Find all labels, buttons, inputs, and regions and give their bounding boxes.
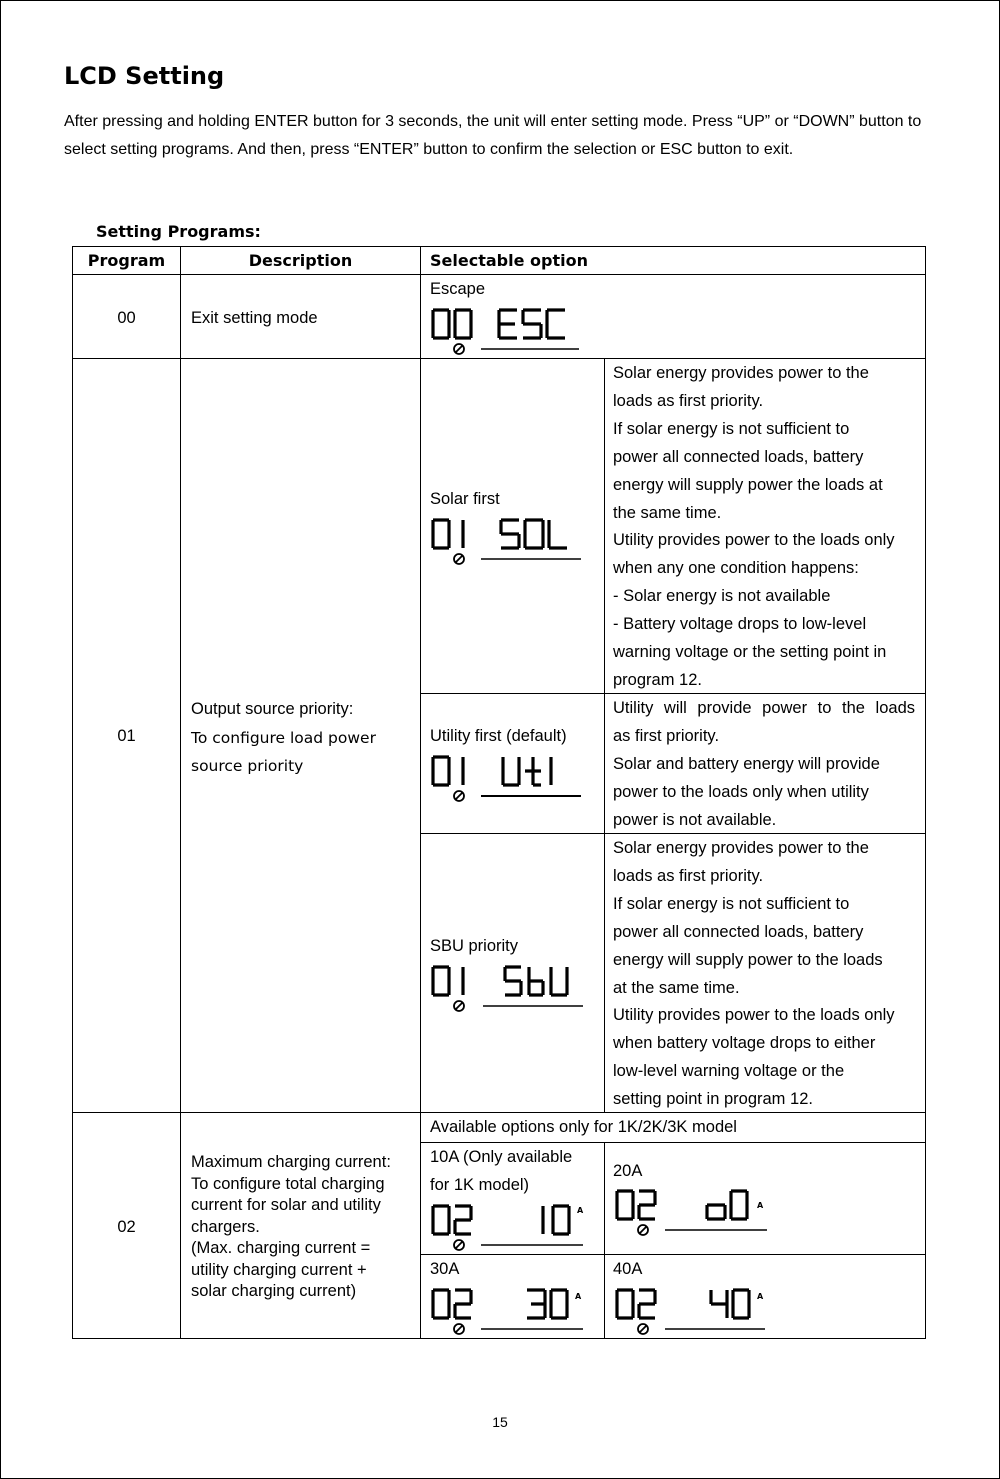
explanation-line: energy will supply power the loads at — [613, 475, 883, 494]
explanation-line: power is not available. — [613, 810, 777, 829]
explanation-line: - Solar energy is not available — [613, 587, 831, 606]
explanation-line: power to the loads only when utility — [613, 782, 869, 801]
explanation-line: loads as first priority. — [613, 391, 764, 410]
option-20a-label: 20A — [613, 1162, 643, 1180]
explanation-line: Utility provides power to the loads only — [613, 531, 895, 550]
option-utility-first-cell — [420, 693, 605, 834]
explanation-line: energy will supply power to the loads — [613, 950, 883, 969]
explanation-line: - Battery voltage drops to low-level — [613, 615, 867, 634]
program-00-number: 00 — [117, 309, 136, 327]
explanation-line: as first priority. — [613, 726, 720, 745]
explanation-line: loads as first priority. — [613, 866, 764, 885]
option-20a-cell — [604, 1142, 926, 1255]
program-01-number: 01 — [117, 727, 136, 745]
lcd-display-01-uti — [431, 754, 591, 804]
option-sbu-priority-cell — [420, 833, 605, 1113]
header-description-label: Description — [248, 251, 353, 270]
option-10a-label-2: for 1K model) — [430, 1176, 530, 1194]
page-title: LCD Setting — [64, 62, 225, 90]
option-30a-cell — [420, 1254, 605, 1339]
header-description — [180, 246, 421, 275]
intro-paragraph: After pressing and holding ENTER button for 3 seconds, the unit will enter setting mode. Press “UP” or “DOWN” button to select setting programs. And then, press “ENTER” button to confirm the selection or ESC button to exit. — [64, 113, 922, 158]
lcd-display-01-sbu — [431, 964, 591, 1014]
explanation-line: Solar energy provides power to the — [613, 364, 869, 382]
lcd-display-02-20a — [615, 1188, 780, 1238]
explanation-line: Utility provides power to the loads only — [613, 1006, 895, 1025]
page-number: 15 — [492, 1414, 508, 1430]
program-02-note: Available options only for 1K/2K/3K model — [430, 1118, 737, 1136]
explanation-line: when battery voltage drops to either — [613, 1034, 876, 1053]
option-30a-label: 30A — [430, 1260, 460, 1278]
program-00-description-cell — [180, 274, 421, 359]
option-10a-cell — [420, 1142, 605, 1255]
explanation-line: If solar energy is not sufficient to — [613, 419, 850, 438]
option-sbu-priority-explanation — [604, 833, 926, 1113]
ampere-unit: A — [757, 1201, 764, 1210]
header-option-label: Selectable option — [430, 251, 588, 270]
description-line: utility charging current + — [191, 1260, 367, 1279]
explanation-line: low-level warning voltage or the — [613, 1062, 845, 1081]
explanation-line: Solar and battery energy will provide — [613, 754, 880, 773]
program-00-option-cell — [420, 274, 926, 359]
description-line: chargers. — [191, 1217, 260, 1236]
program-01-description-3: source priority — [191, 757, 304, 775]
lcd-display-02-30a — [431, 1287, 596, 1337]
option-40a-cell — [604, 1254, 926, 1339]
program-01-description-2: To configure load power — [191, 729, 376, 747]
program-02-number: 02 — [117, 1218, 136, 1236]
explanation-line: when any one condition happens: — [613, 559, 859, 578]
ampere-unit: A — [577, 1206, 584, 1215]
program-00-description: Exit setting mode — [191, 309, 318, 327]
ampere-unit: A — [575, 1292, 582, 1301]
header-selectable-option — [420, 246, 926, 275]
explanation-line: power all connected loads, battery — [613, 447, 864, 466]
description-line: (Max. charging current = — [191, 1239, 371, 1257]
program-02-description-cell — [180, 1112, 421, 1339]
program-02-note-cell — [420, 1112, 926, 1143]
program-01-description-cell — [180, 358, 421, 1113]
explanation-line: Solar energy provides power to the — [613, 839, 869, 857]
option-solar-first-label: Solar first — [430, 490, 500, 508]
lcd-display-02-10a — [431, 1203, 596, 1253]
explanation-line: Utility will provide power to the loads — [613, 699, 915, 717]
description-line: To configure total charging — [191, 1174, 385, 1193]
description-line: solar charging current) — [191, 1282, 357, 1300]
lcd-display-02-40a — [615, 1287, 780, 1337]
ampere-unit: A — [757, 1292, 764, 1301]
explanation-line: setting point in program 12. — [613, 1090, 813, 1109]
lcd-display-01-sol — [431, 517, 591, 567]
option-40a-label: 40A — [613, 1260, 643, 1278]
header-program-label: Program — [87, 251, 166, 270]
option-utility-first-label: Utility first (default) — [430, 727, 567, 745]
option-solar-first-cell — [420, 358, 605, 694]
description-line: Maximum charging current: — [191, 1153, 391, 1171]
explanation-line: the same time. — [613, 503, 722, 522]
option-10a-label-1: 10A (Only available — [430, 1148, 573, 1166]
setting-programs-heading: Setting Programs: — [96, 222, 261, 241]
program-01-description-1: Output source priority: — [191, 700, 354, 718]
option-solar-first-explanation — [604, 358, 926, 694]
option-sbu-priority-label: SBU priority — [430, 937, 519, 955]
description-line: current for solar and utility — [191, 1196, 381, 1214]
explanation-line: If solar energy is not sufficient to — [613, 894, 850, 913]
lcd-display-00-esc — [431, 307, 591, 357]
option-escape-label: Escape — [430, 280, 486, 298]
header-program — [72, 246, 181, 275]
program-02-cell — [72, 1112, 181, 1339]
option-utility-first-explanation — [604, 693, 926, 834]
program-01-cell — [72, 358, 181, 1113]
explanation-line: power all connected loads, battery — [613, 922, 864, 941]
explanation-line: at the same time. — [613, 978, 740, 997]
explanation-line: program 12. — [613, 670, 702, 689]
program-00-cell — [72, 274, 181, 359]
explanation-line: warning voltage or the setting point in — [613, 643, 887, 662]
